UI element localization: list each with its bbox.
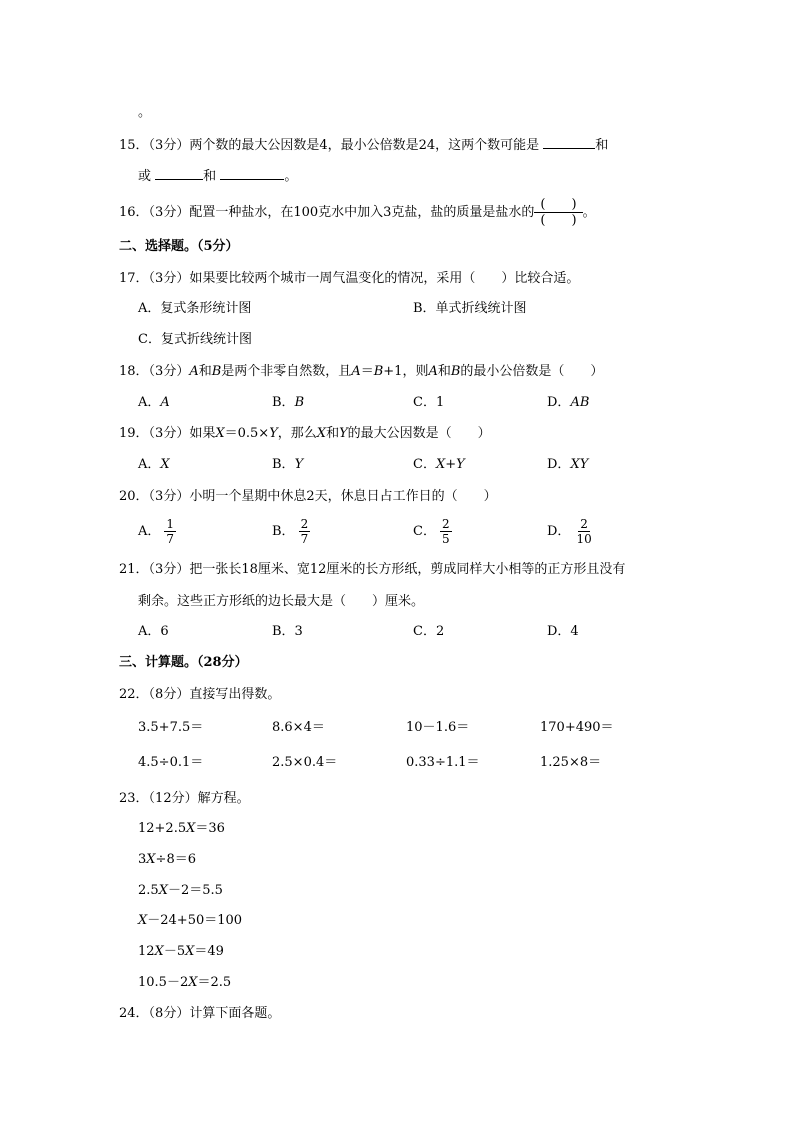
- option-value: X+Y: [435, 457, 465, 472]
- option-fraction: [574, 517, 593, 546]
- option-c[interactable]: [413, 517, 452, 546]
- question-number: 21．: [119, 562, 149, 577]
- eq-part: 2.5: [138, 883, 159, 898]
- option-a[interactable]: [138, 394, 170, 412]
- equation: [138, 820, 225, 838]
- text: ，那么: [277, 426, 317, 441]
- question-score: （3分）: [148, 271, 190, 286]
- question-16: [119, 197, 596, 228]
- question-15: [119, 134, 608, 155]
- question-21: [119, 561, 625, 579]
- answer-blank[interactable]: [155, 165, 203, 180]
- var: Y: [269, 426, 278, 441]
- eq-part: －2＝5.5: [167, 883, 223, 898]
- question-24: [119, 1005, 280, 1023]
- option-a[interactable]: [138, 456, 170, 474]
- question-number: 23．: [119, 791, 149, 806]
- option-value: A: [160, 395, 170, 410]
- calc-item: 8.6×4＝: [272, 720, 325, 735]
- option-letter: A．: [138, 457, 161, 472]
- option-c[interactable]: C．复式折线统计图: [138, 332, 252, 347]
- fraction-numerator: 2: [580, 517, 588, 531]
- question-score: （3分）: [148, 138, 190, 153]
- question-18: [119, 363, 603, 381]
- var: X: [316, 426, 327, 441]
- question-text: 两个数的最大公因数是4，最小公倍数是24，这两个数可能是: [189, 138, 540, 153]
- text: ＝0.5×: [224, 426, 270, 441]
- option-fraction: [164, 517, 176, 546]
- question-score: （3分）: [148, 426, 190, 441]
- eq-var: X: [158, 883, 168, 898]
- var: X: [215, 426, 225, 441]
- question-number: 20．: [119, 489, 149, 504]
- option-letter: C．: [413, 457, 436, 472]
- question-number: 16．: [119, 205, 149, 220]
- option-c[interactable]: [413, 456, 465, 474]
- question-15-cont: [138, 165, 297, 186]
- text: 如果: [189, 426, 216, 441]
- eq-part: 10.5－2: [138, 975, 189, 990]
- section-heading-calc: 三、计算题。（28分）: [119, 655, 248, 670]
- calc-item: 10－1.6＝: [406, 720, 470, 735]
- question-22: [119, 686, 280, 704]
- question-score: （3分）: [148, 205, 190, 220]
- question-number: 24．: [119, 1006, 149, 1021]
- eq-part: ＝36: [195, 821, 225, 836]
- question-text: 配置一种盐水，在100克水中加入3克盐，盐的质量是盐水的: [189, 205, 535, 220]
- option-value: AB: [570, 395, 590, 410]
- option-d[interactable]: [547, 456, 588, 474]
- calc-item: 4.5÷0.1＝: [138, 755, 204, 770]
- question-text: 小明一个星期中休息2天，休息日占工作日的（ ）: [189, 489, 497, 504]
- sentence-end: 。: [582, 205, 596, 220]
- option-value: 1: [435, 395, 445, 410]
- calc-item: 1.25×8＝: [540, 755, 602, 770]
- option-c[interactable]: C．2: [413, 624, 445, 639]
- eq-part: 12+2.5: [138, 821, 187, 836]
- option-value: XY: [570, 457, 589, 472]
- equation: [138, 943, 224, 961]
- text: 的最大公因数是（ ）: [347, 426, 491, 441]
- text: 和: [437, 364, 451, 379]
- text: 和: [326, 426, 340, 441]
- eq-part: 3: [138, 852, 147, 867]
- question-text: 把一张长18厘米、宽12厘米的长方形纸，剪成同样大小相等的正方形且没有: [189, 562, 626, 577]
- calc-item: 3.5+7.5＝: [138, 720, 204, 735]
- fraction-denominator: 5: [441, 532, 450, 546]
- eq-part: ＝49: [194, 944, 224, 959]
- fraction-numerator: 2: [441, 517, 450, 531]
- option-letter: D．: [547, 524, 571, 539]
- prev-question-end: 。: [138, 105, 152, 120]
- question-21-cont: 剩余。这些正方形纸的边长最大是（ ）厘米。: [138, 594, 425, 609]
- question-score: （3分）: [148, 562, 190, 577]
- option-b[interactable]: B．单式折线统计图: [413, 301, 527, 316]
- fraction-numerator: 2: [300, 517, 309, 531]
- var: B: [373, 364, 384, 379]
- question-number: 22．: [119, 687, 149, 702]
- eq-var: X: [154, 944, 164, 959]
- option-value: Y: [294, 457, 304, 472]
- question-number: 17．: [119, 271, 149, 286]
- option-letter: B．: [272, 395, 295, 410]
- calc-item: 0.33÷1.1＝: [406, 755, 480, 770]
- fraction-numerator: ( ): [534, 197, 582, 213]
- equation: [138, 912, 242, 930]
- option-fraction: [440, 517, 452, 546]
- question-number: 19．: [119, 426, 149, 441]
- answer-blank[interactable]: [220, 165, 284, 180]
- text: 的最小公倍数是（ ）: [460, 364, 604, 379]
- question-20: [119, 488, 497, 506]
- eq-part: －24+50＝100: [147, 913, 243, 928]
- question-score: （12分）: [148, 791, 198, 806]
- option-letter: D．: [547, 395, 571, 410]
- sentence-end: 。: [284, 169, 298, 184]
- question-score: （3分）: [148, 364, 190, 379]
- eq-var: X: [188, 975, 198, 990]
- eq-var: X: [138, 913, 148, 928]
- option-b[interactable]: [272, 517, 310, 546]
- eq-var: X: [186, 821, 196, 836]
- calc-item: 2.5×0.4＝: [272, 755, 338, 770]
- var: A: [189, 364, 199, 379]
- eq-var: X: [185, 944, 195, 959]
- calc-item: 170+490＝: [540, 720, 614, 735]
- option-d[interactable]: D．4: [547, 624, 579, 639]
- option-letter: C．: [413, 524, 436, 539]
- option-c[interactable]: [413, 394, 444, 412]
- question-text: 计算下面各题。: [189, 1006, 281, 1021]
- eq-part: －5: [163, 944, 186, 959]
- fraction-denominator: 7: [300, 532, 309, 546]
- option-value: B: [294, 395, 305, 410]
- eq-var: X: [146, 852, 156, 867]
- question-score: （3分）: [148, 489, 190, 504]
- question-score: （8分）: [148, 687, 190, 702]
- equation: [138, 851, 196, 869]
- connector: 和: [595, 138, 609, 153]
- text: 是两个非零自然数，且: [221, 364, 352, 379]
- option-fraction: [299, 517, 311, 546]
- option-letter: D．: [547, 457, 571, 472]
- var: B: [450, 364, 461, 379]
- option-letter: B．: [272, 457, 295, 472]
- option-b[interactable]: [272, 456, 303, 474]
- question-text: 直接写出得数。: [189, 687, 281, 702]
- connector: 和: [203, 169, 217, 184]
- fraction-blank[interactable]: [534, 197, 582, 228]
- text: ＝: [360, 364, 374, 379]
- text: +1，则: [383, 364, 429, 379]
- eq-part: ÷8＝6: [155, 852, 196, 867]
- question-23: [119, 790, 250, 808]
- option-b[interactable]: B．3: [272, 624, 303, 639]
- question-score: （8分）: [148, 1006, 190, 1021]
- option-d[interactable]: [547, 517, 594, 546]
- question-text: 如果要比较两个城市一周气温变化的情况，采用（ ）比较合适。: [189, 271, 580, 286]
- var: A: [428, 364, 438, 379]
- section-heading-choice: 二、选择题。（5分）: [119, 239, 239, 254]
- var: A: [351, 364, 361, 379]
- connector: 或: [138, 169, 152, 184]
- option-letter: A．: [138, 395, 161, 410]
- question-number: 15．: [119, 138, 149, 153]
- option-d[interactable]: [547, 394, 589, 412]
- fraction-denominator: 10: [576, 532, 592, 546]
- var: B: [211, 364, 222, 379]
- option-letter: A．: [138, 524, 161, 539]
- option-letter: B．: [272, 524, 295, 539]
- equation: [138, 974, 231, 992]
- question-17: [119, 270, 579, 288]
- answer-blank[interactable]: [543, 134, 595, 149]
- question-19: [119, 425, 491, 443]
- var: Y: [339, 426, 348, 441]
- question-number: 18．: [119, 364, 149, 379]
- option-letter: C．: [413, 395, 436, 410]
- fraction-denominator: 7: [166, 532, 175, 546]
- equation: [138, 882, 223, 900]
- option-value: X: [160, 457, 170, 472]
- option-a[interactable]: [138, 517, 176, 546]
- fraction-numerator: 1: [166, 517, 175, 531]
- option-a[interactable]: A．复式条形统计图: [138, 301, 252, 316]
- option-a[interactable]: A．6: [138, 624, 169, 639]
- fraction-denominator: ( ): [540, 213, 577, 228]
- eq-part: 12: [138, 944, 155, 959]
- option-b[interactable]: [272, 394, 304, 412]
- eq-part: ＝2.5: [197, 975, 232, 990]
- text: 和: [198, 364, 212, 379]
- question-text: 解方程。: [197, 791, 250, 806]
